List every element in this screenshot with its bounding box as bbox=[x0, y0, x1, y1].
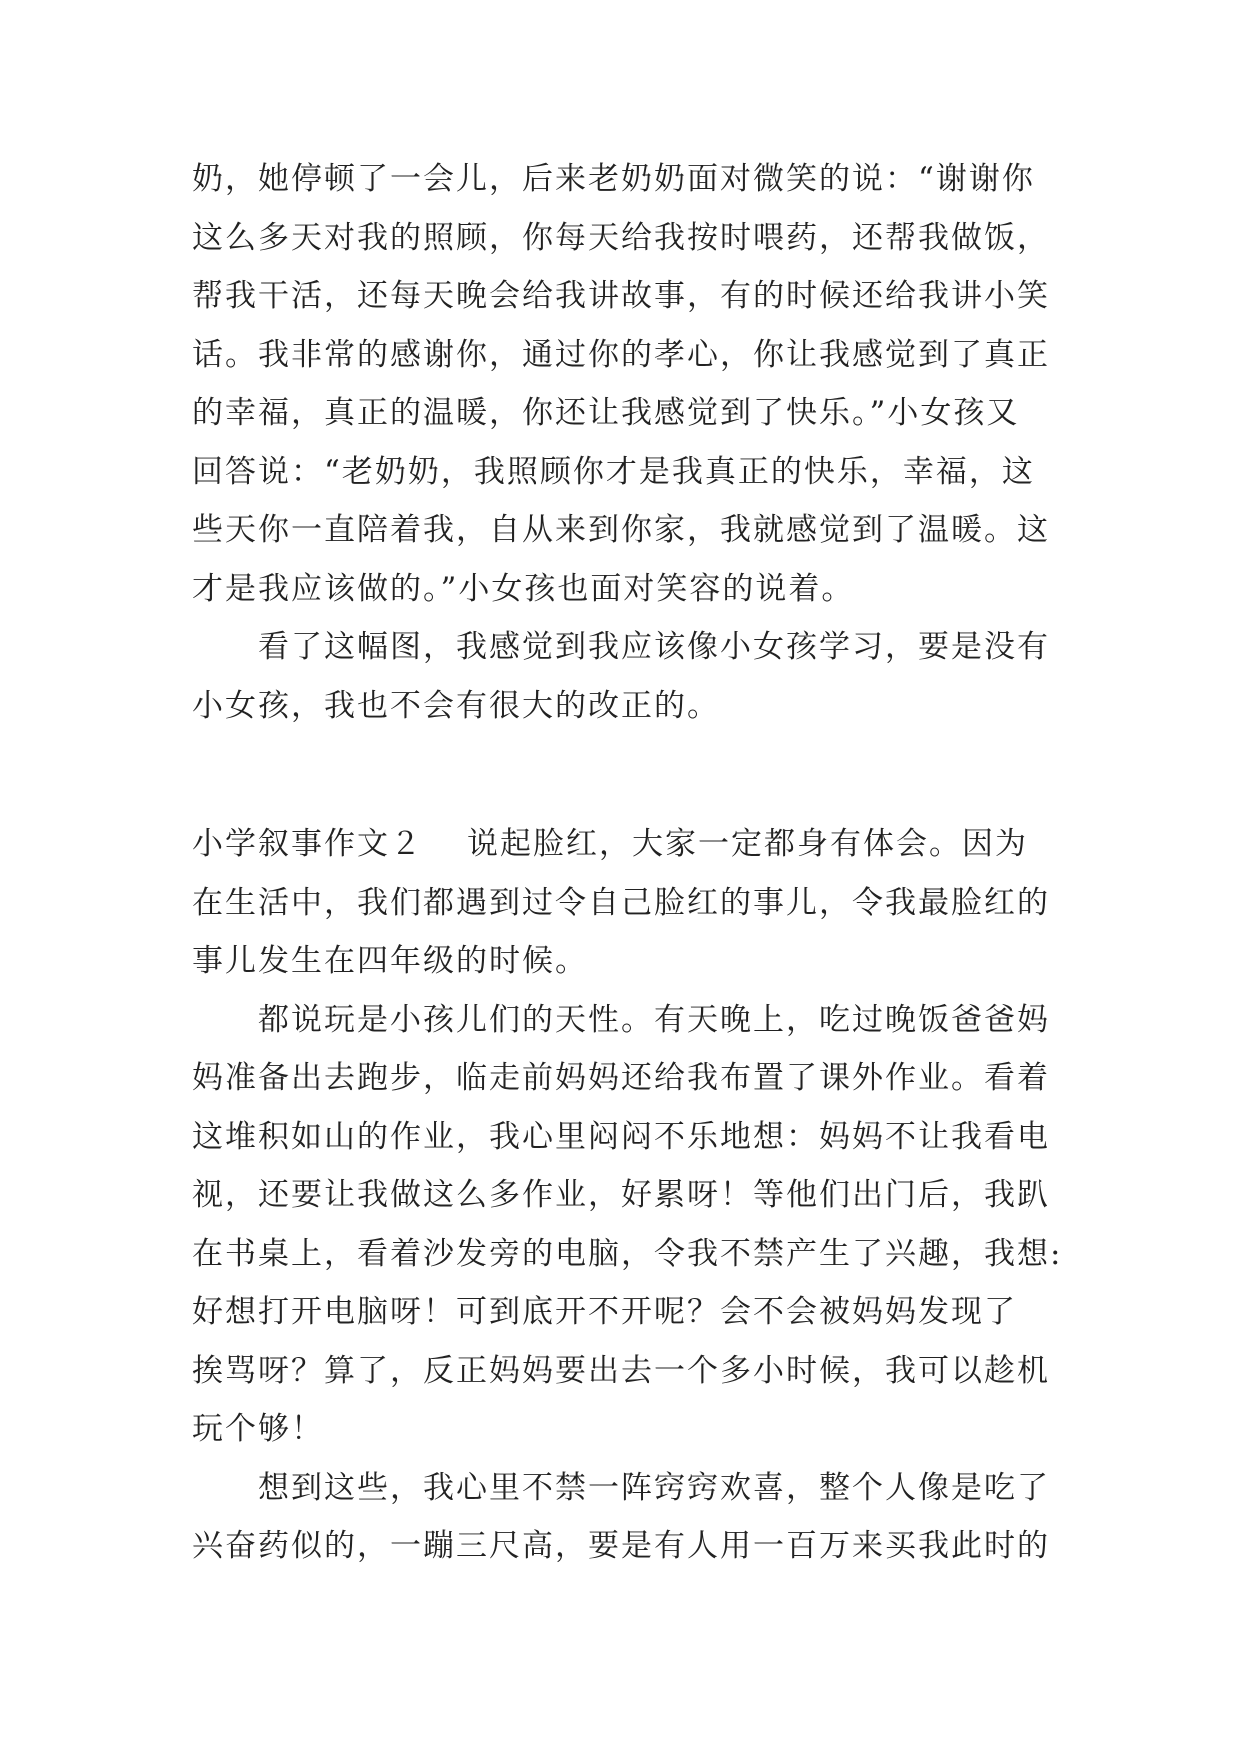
paragraph-line: 帮我干活，还每天晚会给我讲故事，有的时候还给我讲小笑 bbox=[192, 278, 1050, 314]
document-body bbox=[192, 150, 1062, 1576]
paragraph-line: 在书桌上，看着沙发旁的电脑，令我不禁产生了兴趣，我想: bbox=[192, 1235, 1063, 1272]
paragraph-line: 小女孩，我也不会有很大的改正的。 bbox=[192, 687, 720, 724]
essay-title-line bbox=[192, 815, 1062, 874]
paragraph-line: 的幸福，真正的温暖，你还让我感觉到了快乐。”小女孩又 bbox=[192, 395, 1020, 431]
paragraph-line: 挨骂呀？算了，反正妈妈要出去一个多小时候，我可以趁机 bbox=[192, 1352, 1050, 1389]
paragraph-line: 好想打开电脑呀！可到底开不开呢？会不会被妈妈发现了 bbox=[192, 1294, 1017, 1330]
paragraph-line: 说起脸红，大家一定都身有体会。因为 bbox=[467, 826, 1028, 862]
paragraph-line: 话。我非常的感谢你，通过你的孝心，你让我感觉到了真正 bbox=[192, 336, 1050, 373]
section-1 bbox=[192, 150, 1062, 735]
section-2 bbox=[192, 815, 1062, 1576]
paragraph-line: 在生活中，我们都遇到过令自己脸红的事儿，令我最脸红的 bbox=[192, 884, 1050, 921]
essay-title: 小学叙事作文２ bbox=[192, 826, 423, 862]
paragraph-line: 视，还要让我做这么多作业，好累呀！等他们出门后，我趴 bbox=[192, 1177, 1050, 1213]
paragraph-line: 都说玩是小孩儿们的天性。有天晚上，吃过晚饭爸爸妈 bbox=[192, 1001, 1050, 1038]
paragraph-line: 些天你一直陪着我，自从来到你家，我就感觉到了温暖。这 bbox=[192, 512, 1050, 548]
paragraph-line: 才是我应该做的。”小女孩也面对笑容的说着。 bbox=[192, 570, 855, 607]
paragraph-line: 想到这些，我心里不禁一阵窍窍欢喜，整个人像是吃了 bbox=[192, 1469, 1050, 1506]
paragraph-line: 事儿发生在四年级的时候。 bbox=[192, 943, 588, 979]
paragraph-line: 这堆积如山的作业，我心里闷闷不乐地想：妈妈不让我看电 bbox=[192, 1118, 1050, 1155]
paragraph-line: 看了这幅图，我感觉到我应该像小女孩学习，要是没有 bbox=[192, 629, 1050, 665]
paragraph-line: 回答说：“老奶奶，我照顾你才是我真正的快乐，幸福，这 bbox=[192, 453, 1035, 490]
paragraph-line: 奶，她停顿了一会儿，后来老奶奶面对微笑的说：“谢谢你 bbox=[192, 161, 1035, 197]
paragraph-line: 妈准备出去跑步，临走前妈妈还给我布置了课外作业。看着 bbox=[192, 1060, 1050, 1096]
section-gap bbox=[192, 735, 1062, 815]
paragraph-line: 玩个够！ bbox=[192, 1411, 324, 1447]
paragraph-line: 这么多天对我的照顾，你每天给我按时喂药，还帮我做饭， bbox=[192, 219, 1050, 256]
paragraph-line: 兴奋药似的，一蹦三尺高，要是有人用一百万来买我此时的 bbox=[192, 1528, 1050, 1564]
